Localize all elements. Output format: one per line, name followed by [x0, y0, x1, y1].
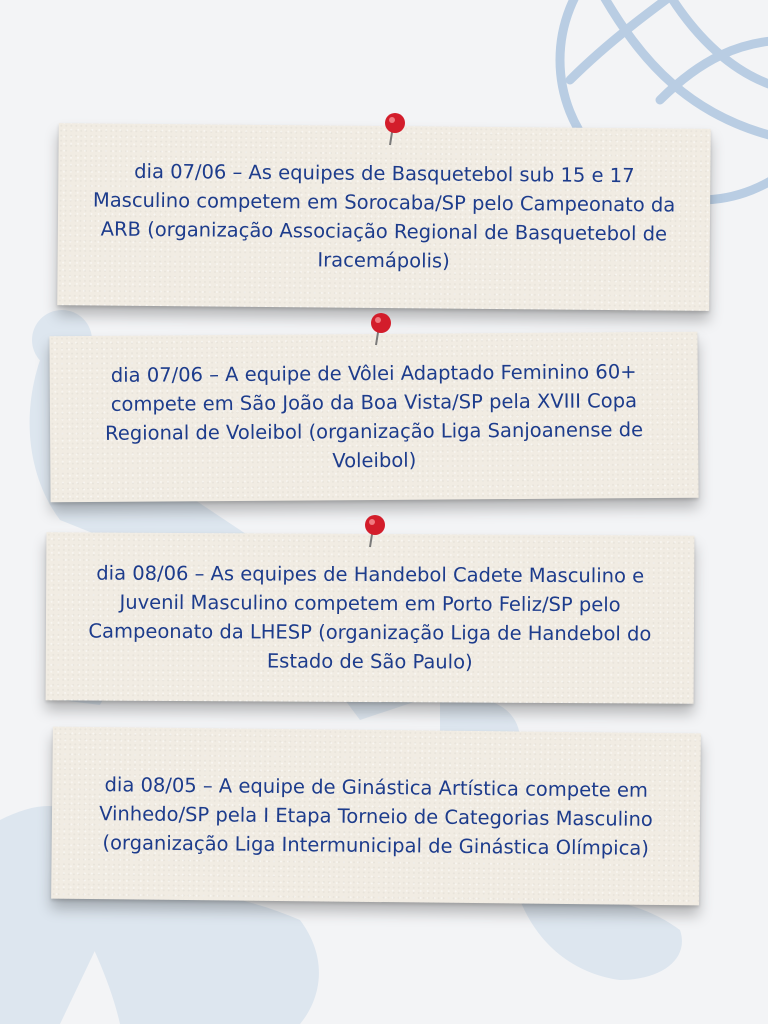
event-card-handebol	[46, 532, 695, 703]
event-card-ginastica	[51, 727, 701, 906]
event-card-basquetebol	[57, 123, 711, 311]
pushpin-icon	[368, 312, 394, 346]
event-text: dia 07/06 – As equipes de Basquetebol sub 15 e 17 Masculino competem em Sorocaba/SP pelo Campeonato da ARB (organização Associação Regional de Basquetebol de Iracemápolis)	[92, 159, 676, 273]
pushpin-icon	[382, 112, 408, 146]
event-text: dia 07/06 – A equipe de Vôlei Adaptado Feminino 60+ compete em São João da Boa Vista/SP pela XVIII Copa Regional de Voleibol (organização Liga Sanjoanense de Voleibol)	[105, 360, 644, 473]
event-card-volei-adaptado	[49, 332, 698, 503]
event-text: dia 08/05 – A equipe de Ginástica Artística compete em Vinhedo/SP pela I Etapa Torneio de Categorias Masculino (organização Liga Intermunicipal de Ginástica Olímpica)	[99, 772, 653, 860]
event-text: dia 08/06 – As equipes de Handebol Cadete Masculino e Juvenil Masculino competem em Porto Feliz/SP pelo Campeonato da LHESP (organização Liga de Handebol do Estado de São Paulo)	[88, 561, 652, 674]
pushpin-icon	[362, 514, 388, 548]
